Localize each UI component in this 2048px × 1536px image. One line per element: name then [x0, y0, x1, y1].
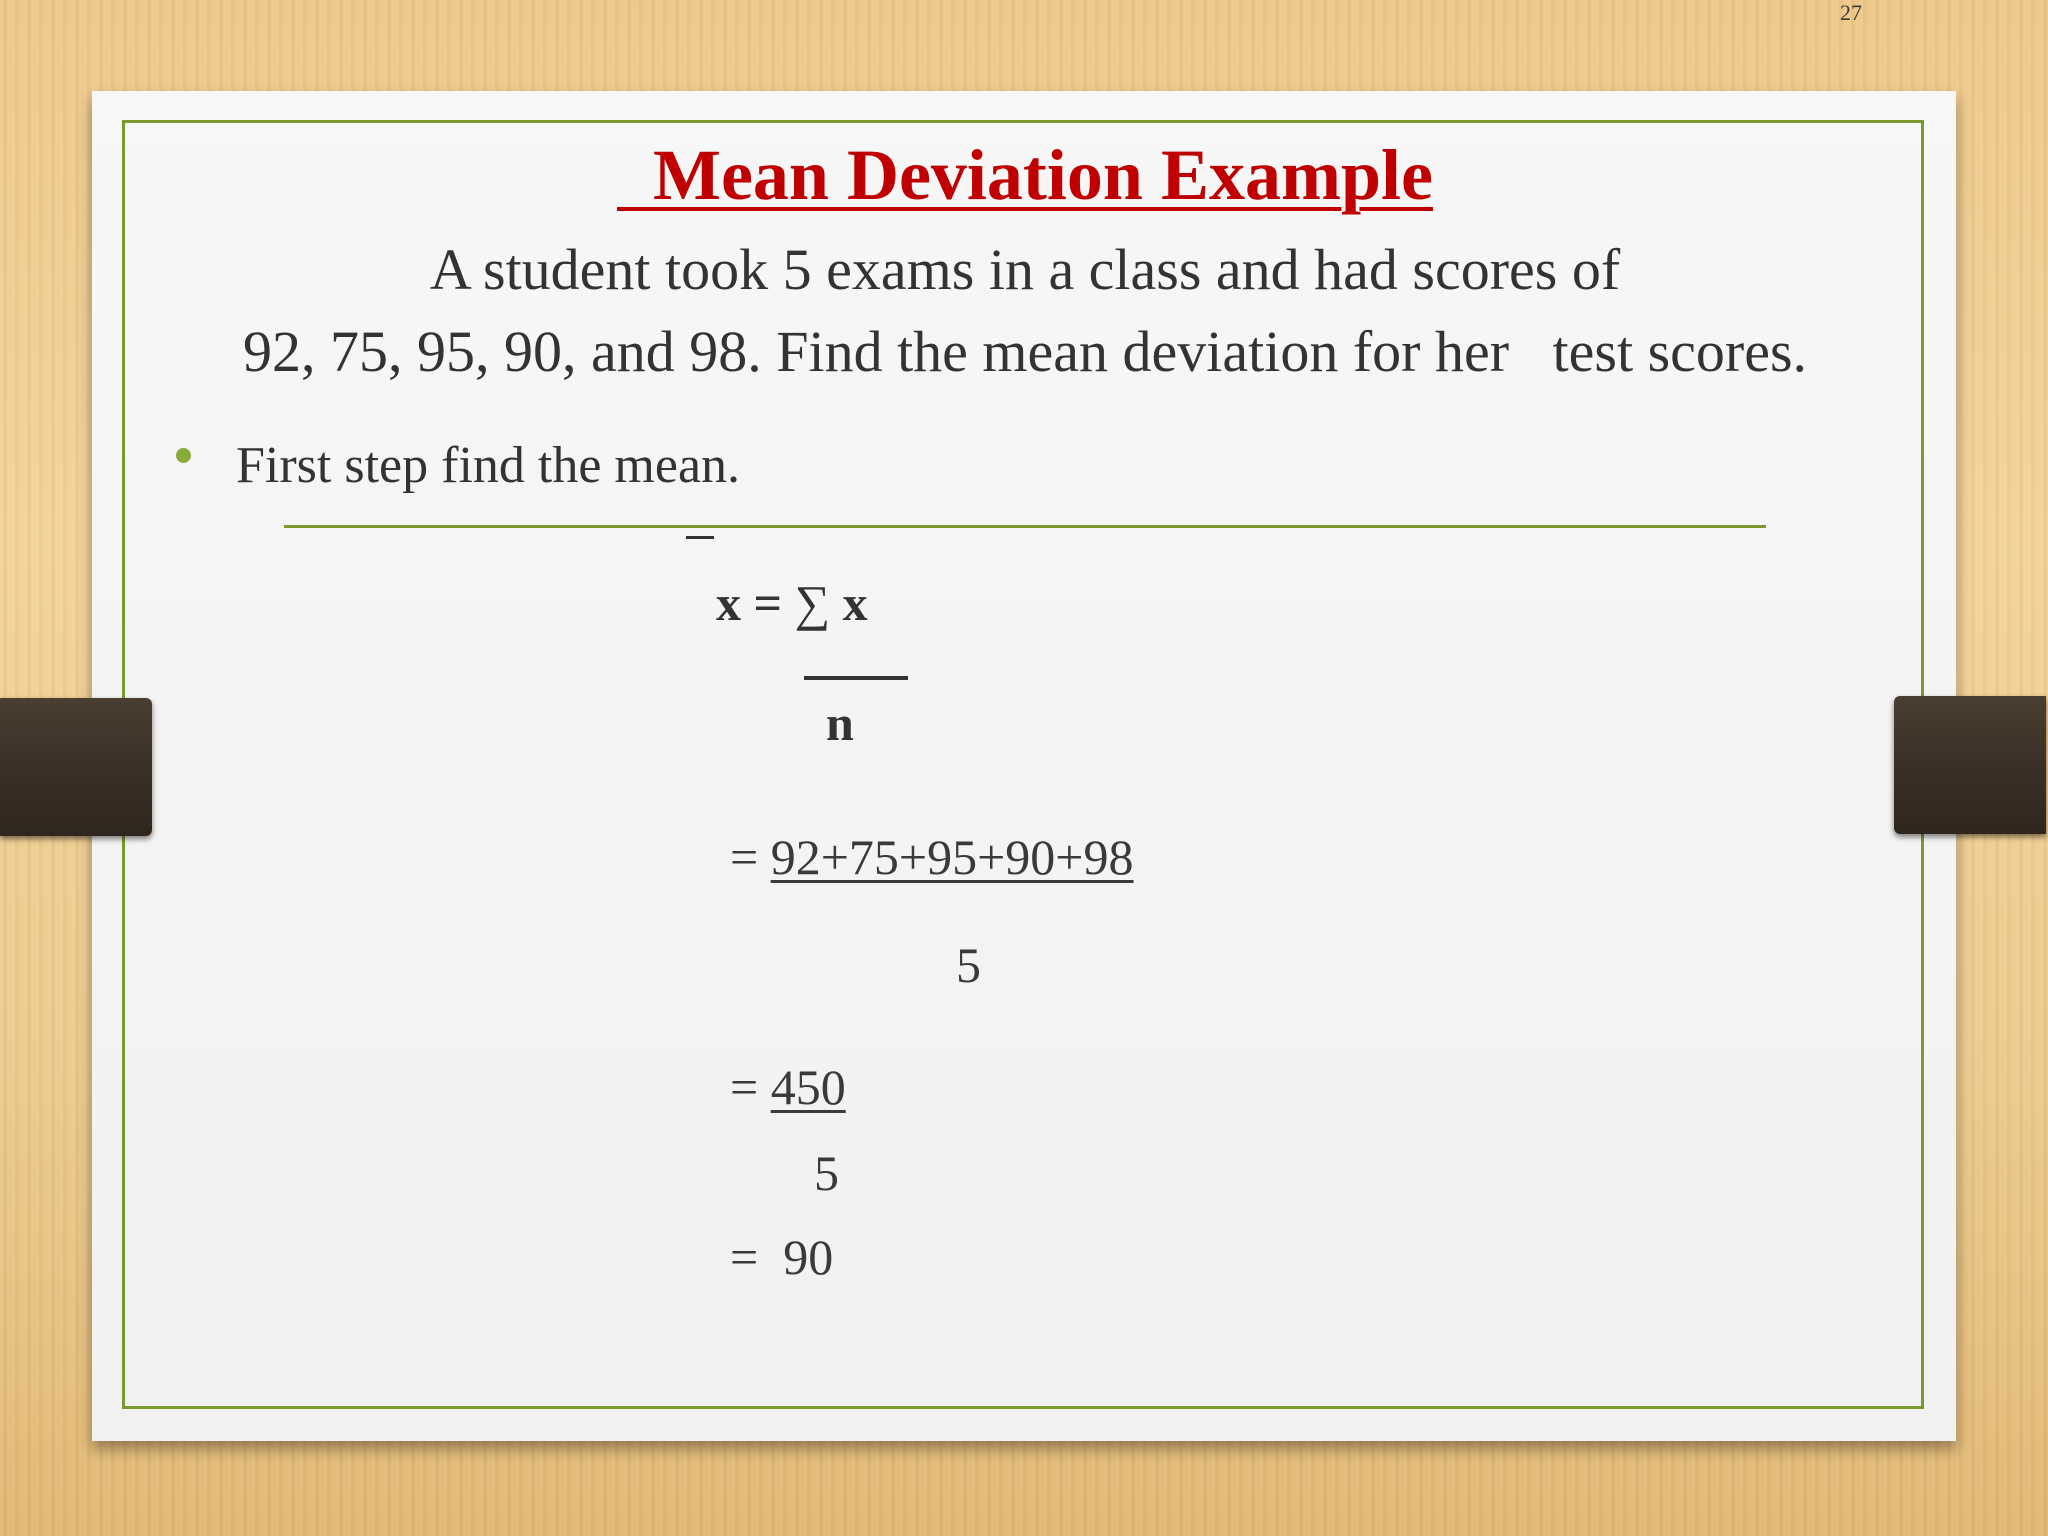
step-total-equals: = — [730, 1059, 771, 1115]
step-sum-numerator: 92+75+95+90+98 — [770, 829, 1134, 885]
formula-x-bar: x — [716, 575, 741, 631]
formula-x: x — [830, 575, 868, 631]
divider-line — [284, 525, 1766, 528]
page-number: 27 — [1840, 0, 1862, 25]
bullet-text: First step find the mean. — [236, 437, 741, 494]
step-result: = 90 — [730, 1229, 834, 1285]
right-binder-clip — [1894, 696, 2046, 834]
problem-statement-line-1: A student took 5 exams in a class and had scores of — [429, 237, 1621, 302]
step-total — [730, 1058, 846, 1116]
step-sum — [730, 828, 1134, 886]
mean-formula — [716, 574, 868, 632]
slide-frame — [122, 120, 1924, 1409]
step-sum-denominator: 5 — [956, 937, 981, 993]
step-total-denominator: 5 — [814, 1145, 839, 1201]
formula-equals: = — [741, 575, 795, 631]
formula-denominator: n — [826, 695, 854, 751]
problem-statement-line-2: 92, 75, 95, 90, and 98. Find the mean deviation for her test scores. — [242, 319, 1808, 384]
sum-icon: ∑ — [794, 575, 831, 631]
step-sum-equals: = — [730, 829, 771, 885]
bullet-icon — [176, 448, 191, 463]
slide-title: Mean Deviation Example — [617, 135, 1433, 215]
mean-overbar — [686, 536, 714, 539]
formula-fraction-bar — [804, 676, 908, 680]
left-binder-clip — [0, 698, 152, 836]
step-total-numerator: 450 — [770, 1059, 846, 1115]
